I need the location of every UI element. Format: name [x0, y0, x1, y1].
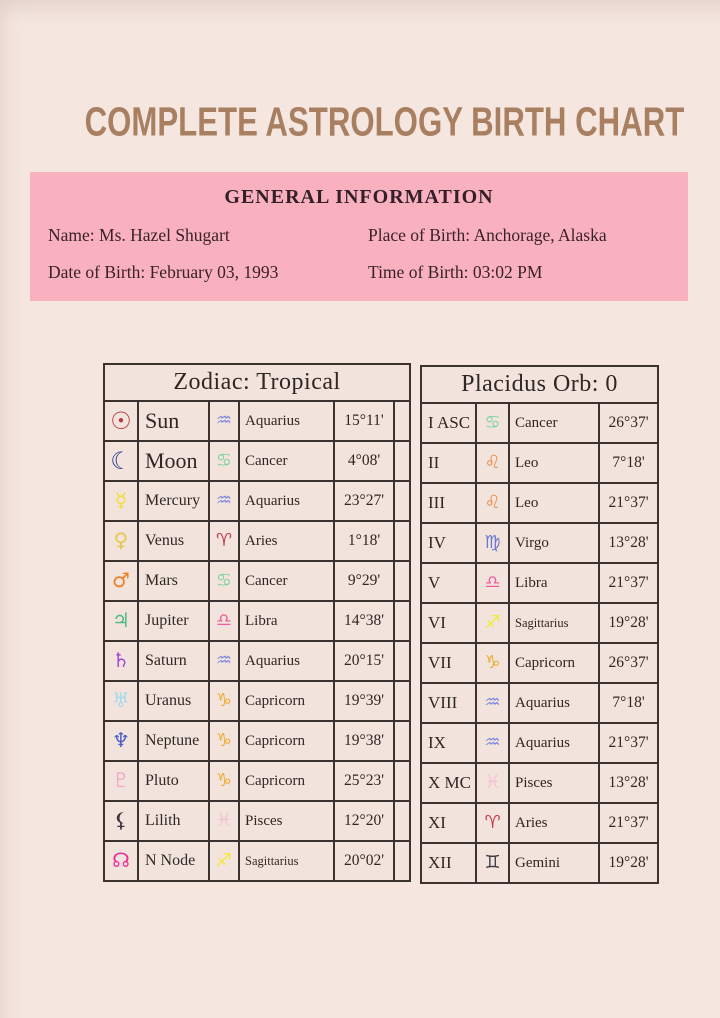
sign-name: Capricorn: [509, 643, 599, 683]
gemini-icon: ♊: [484, 851, 501, 873]
cancer-icon: ♋: [484, 411, 501, 433]
sign-name: Aquarius: [239, 481, 334, 521]
houses-table-row: [421, 523, 658, 563]
chart-tables: [103, 363, 720, 884]
house-label: VIII: [421, 683, 476, 723]
sign-name: Libra: [509, 563, 599, 603]
sun-icon: ☉: [110, 406, 132, 435]
aquarius-icon: ♒: [215, 649, 233, 671]
aquarius-icon: ♒: [484, 731, 501, 753]
aries-icon: ♈: [215, 529, 233, 551]
leo-icon: ♌: [484, 451, 501, 473]
sign-name: Libra: [239, 601, 334, 641]
zodiac-table-row: [104, 441, 410, 481]
zodiac-table-row: [104, 641, 410, 681]
aquarius-icon: ♒: [215, 409, 233, 431]
sign-name: Cancer: [239, 441, 334, 481]
degrees-value: 7°18': [599, 443, 658, 483]
house-label: IV: [421, 523, 476, 563]
zodiac-table-row: [104, 841, 410, 881]
house-label: VI: [421, 603, 476, 643]
houses-table-row: [421, 723, 658, 763]
pisces-icon: ♓: [484, 771, 501, 793]
house-label: XI: [421, 803, 476, 843]
degrees-value: 1°18': [334, 521, 394, 561]
zodiac-table-row: [104, 601, 410, 641]
spacer-cell: [394, 481, 410, 521]
planet-name: Mercury: [138, 481, 209, 521]
planet-name: Venus: [138, 521, 209, 561]
spacer-cell: [394, 641, 410, 681]
planet-name: Pluto: [138, 761, 209, 801]
planet-name: Neptune: [138, 721, 209, 761]
general-information-grid: [48, 225, 670, 283]
sign-name: Aries: [239, 521, 334, 561]
zodiac-table-row: [104, 761, 410, 801]
degrees-value: 12°20': [334, 801, 394, 841]
spacer-cell: [394, 681, 410, 721]
libra-icon: ♎: [215, 609, 233, 631]
degrees-value: 13°28': [599, 763, 658, 803]
house-label: VII: [421, 643, 476, 683]
houses-table: [420, 365, 659, 884]
zodiac-table-row: [104, 801, 410, 841]
sagittarius-icon: ♐: [484, 611, 501, 633]
degrees-value: 19°28': [599, 603, 658, 643]
sign-name: Gemini: [509, 843, 599, 883]
sign-name: Sagittarius: [239, 841, 334, 881]
zodiac-table-header: Zodiac: Tropical: [104, 364, 410, 401]
moon-icon: ☾: [110, 446, 132, 475]
degrees-value: 21°37': [599, 483, 658, 523]
degrees-value: 19°38': [334, 721, 394, 761]
sign-name: Leo: [509, 483, 599, 523]
degrees-value: 20°02': [334, 841, 394, 881]
planet-name: Uranus: [138, 681, 209, 721]
planet-name: N Node: [138, 841, 209, 881]
planet-name: Moon: [138, 441, 209, 481]
saturn-icon: ♄: [112, 648, 130, 672]
degrees-value: 14°38': [334, 601, 394, 641]
title-wrap: [0, 0, 720, 145]
venus-icon: ♀: [113, 528, 129, 552]
neptune-icon: ♆: [112, 728, 130, 752]
zodiac-table: [103, 363, 411, 882]
capricorn-icon: ♑: [484, 651, 501, 673]
degrees-value: 13°28': [599, 523, 658, 563]
houses-table-row: [421, 643, 658, 683]
spacer-cell: [394, 721, 410, 761]
degrees-value: 21°37': [599, 563, 658, 603]
house-label: XII: [421, 843, 476, 883]
pluto-icon: ♇: [112, 768, 130, 792]
planet-name: Jupiter: [138, 601, 209, 641]
houses-table-row: [421, 763, 658, 803]
houses-table-row: [421, 403, 658, 443]
name-line: Name: Ms. Hazel Shugart: [48, 225, 230, 245]
aquarius-icon: ♒: [215, 489, 233, 511]
houses-table-row: [421, 603, 658, 643]
lilith-icon: ⚸: [113, 808, 129, 832]
houses-table-row: [421, 443, 658, 483]
pisces-icon: ♓: [215, 809, 233, 831]
sign-name: Capricorn: [239, 721, 334, 761]
sign-name: Aquarius: [509, 683, 599, 723]
houses-table-header: Placidus Orb: 0: [421, 366, 658, 403]
general-information-box: [30, 172, 688, 301]
uranus-icon: ♅: [112, 688, 130, 712]
houses-table-row: [421, 483, 658, 523]
sign-name: Aries: [509, 803, 599, 843]
houses-table-row: [421, 843, 658, 883]
virgo-icon: ♍: [484, 531, 501, 553]
place-of-birth-line: Place of Birth: Anchorage, Alaska: [368, 225, 607, 245]
spacer-cell: [394, 601, 410, 641]
degrees-value: 26°37': [599, 403, 658, 443]
sign-name: Virgo: [509, 523, 599, 563]
house-label: I ASC: [421, 403, 476, 443]
aquarius-icon: ♒: [484, 691, 501, 713]
spacer-cell: [394, 801, 410, 841]
sign-name: Sagittarius: [509, 603, 599, 643]
sign-name: Aquarius: [239, 401, 334, 441]
planet-name: Sun: [138, 401, 209, 441]
sign-name: Capricorn: [239, 681, 334, 721]
capricorn-icon: ♑: [215, 729, 233, 751]
zodiac-table-row: [104, 561, 410, 601]
sign-name: Aquarius: [239, 641, 334, 681]
planet-name: Mars: [138, 561, 209, 601]
spacer-cell: [394, 441, 410, 481]
sign-name: Cancer: [239, 561, 334, 601]
capricorn-icon: ♑: [215, 689, 233, 711]
time-of-birth-line: Time of Birth: 03:02 PM: [368, 262, 543, 282]
houses-table-row: [421, 683, 658, 723]
cancer-icon: ♋: [215, 569, 233, 591]
libra-icon: ♎: [484, 571, 501, 593]
leo-icon: ♌: [484, 491, 501, 513]
houses-table-row: [421, 803, 658, 843]
degrees-value: 7°18': [599, 683, 658, 723]
degrees-value: 26°37': [599, 643, 658, 683]
page-title: COMPLETE ASTROLOGY BIRTH CHART: [84, 99, 685, 145]
sign-name: Leo: [509, 443, 599, 483]
zodiac-table-row: [104, 681, 410, 721]
degrees-value: 23°27': [334, 481, 394, 521]
houses-table-row: [421, 563, 658, 603]
degrees-value: 19°39': [334, 681, 394, 721]
sign-name: Capricorn: [239, 761, 334, 801]
house-label: V: [421, 563, 476, 603]
planet-name: Saturn: [138, 641, 209, 681]
spacer-cell: [394, 561, 410, 601]
mars-icon: ♂: [112, 568, 130, 592]
degrees-value: 21°37': [599, 803, 658, 843]
house-label: III: [421, 483, 476, 523]
planet-name: Lilith: [138, 801, 209, 841]
degrees-value: 4°08': [334, 441, 394, 481]
spacer-cell: [394, 761, 410, 801]
north-node-icon: ☊: [112, 848, 130, 872]
general-information-heading: GENERAL INFORMATION: [224, 186, 494, 208]
aries-icon: ♈: [484, 811, 501, 833]
sign-name: Pisces: [509, 763, 599, 803]
spacer-cell: [394, 521, 410, 561]
degrees-value: 9°29': [334, 561, 394, 601]
zodiac-table-row: [104, 481, 410, 521]
spacer-cell: [394, 841, 410, 881]
zodiac-table-row: [104, 521, 410, 561]
degrees-value: 25°23': [334, 761, 394, 801]
zodiac-table-row: [104, 401, 410, 441]
date-of-birth-line: Date of Birth: February 03, 1993: [48, 262, 279, 282]
spacer-cell: [394, 401, 410, 441]
house-label: II: [421, 443, 476, 483]
degrees-value: 21°37': [599, 723, 658, 763]
degrees-value: 19°28': [599, 843, 658, 883]
sign-name: Aquarius: [509, 723, 599, 763]
jupiter-icon: ♃: [112, 608, 130, 632]
degrees-value: 15°11': [334, 401, 394, 441]
house-label: IX: [421, 723, 476, 763]
capricorn-icon: ♑: [215, 769, 233, 791]
sagittarius-icon: ♐: [215, 849, 233, 871]
mercury-icon: ☿: [114, 488, 128, 512]
zodiac-table-row: [104, 721, 410, 761]
degrees-value: 20°15': [334, 641, 394, 681]
sign-name: Cancer: [509, 403, 599, 443]
cancer-icon: ♋: [215, 449, 233, 471]
house-label: X MC: [421, 763, 476, 803]
sign-name: Pisces: [239, 801, 334, 841]
